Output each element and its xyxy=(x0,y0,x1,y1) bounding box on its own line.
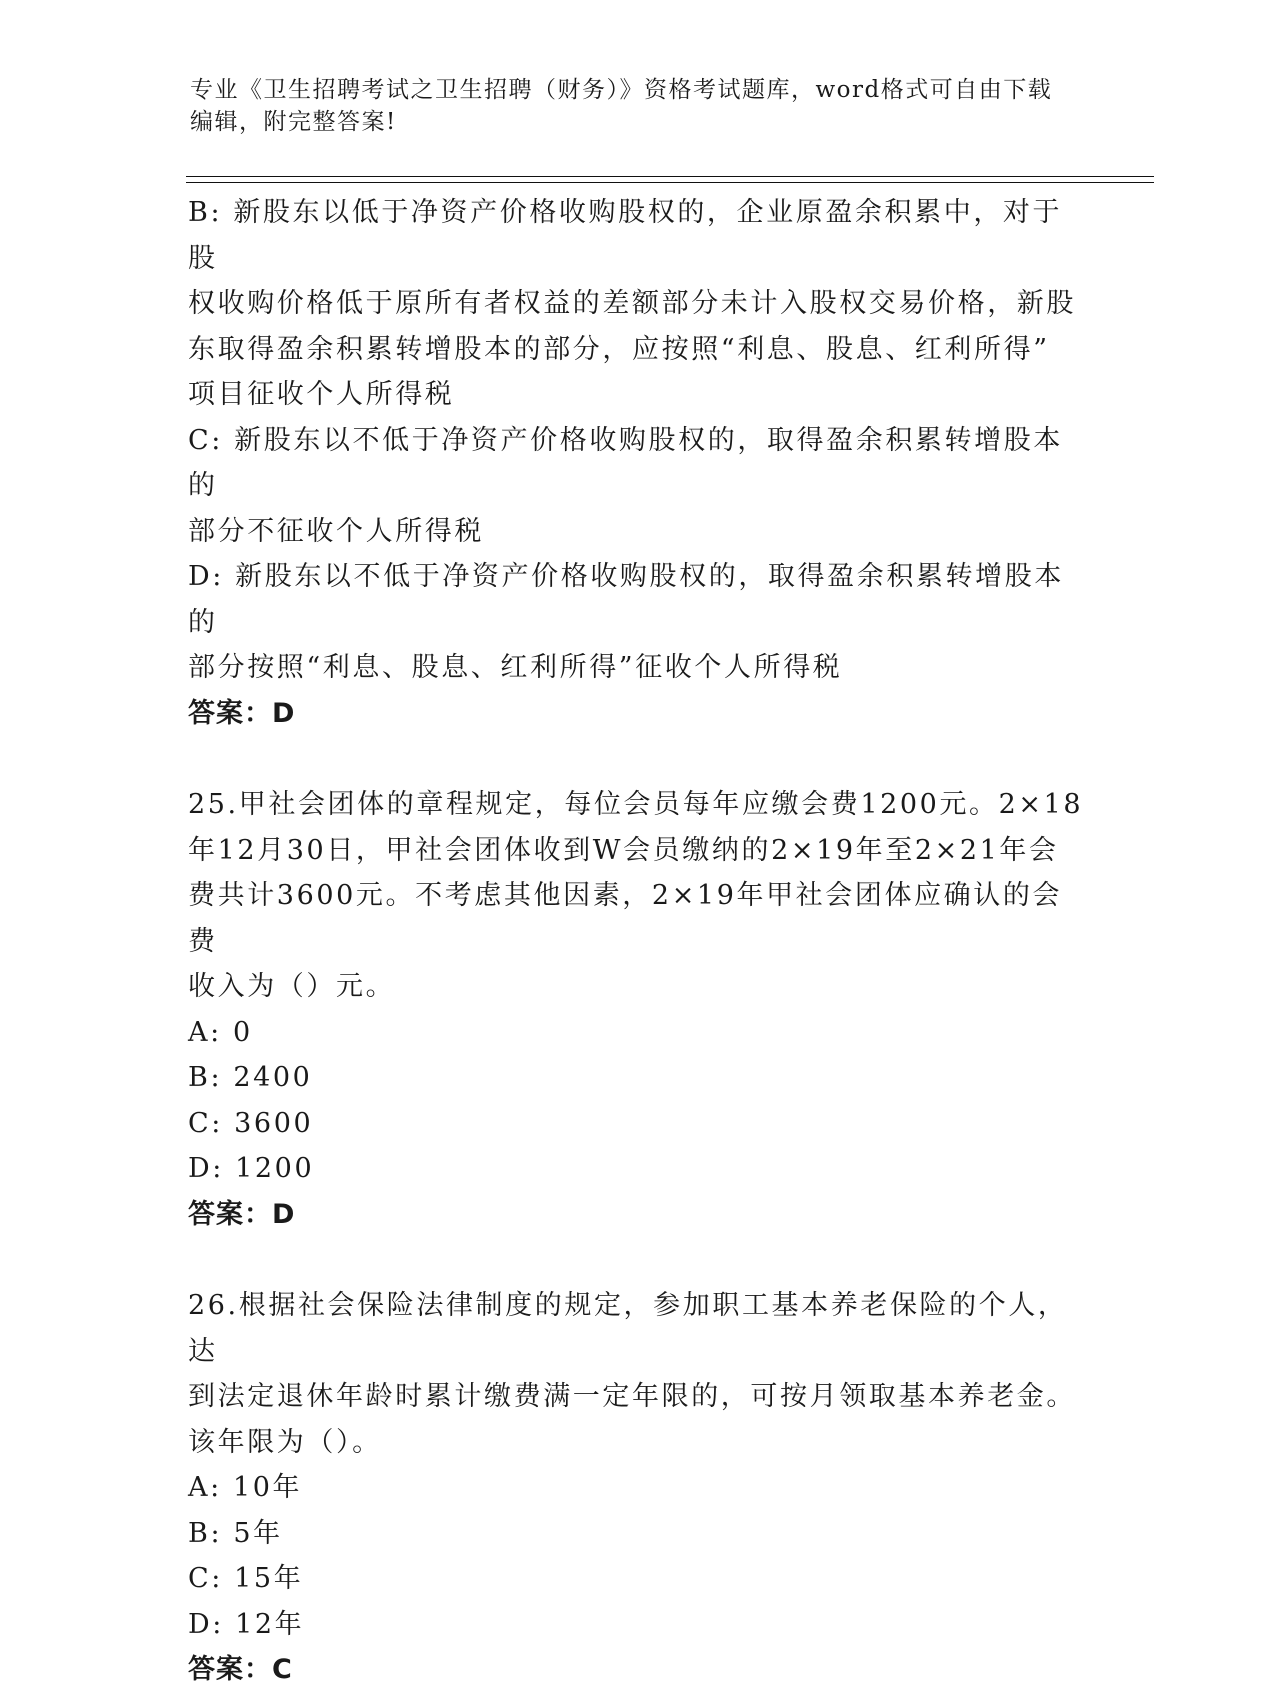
stem-line: 25.甲社会团体的章程规定，每位会员每年应缴会费1200元。2×18 xyxy=(188,789,1084,820)
option-line: 东取得盈余积累转增股本的部分，应按照“利息、股息、红利所得” xyxy=(188,333,1050,365)
question-stem xyxy=(188,1283,1088,1465)
answer-text: 答案：D xyxy=(188,697,296,729)
answer-text: 答案：D xyxy=(188,1198,296,1230)
option-b: B: 2400 xyxy=(188,1062,313,1093)
option-d: D: 12年 xyxy=(188,1608,305,1640)
answer-text: 答案：C xyxy=(188,1654,293,1685)
option-a: A: 10年 xyxy=(188,1472,303,1503)
option-c: C: 15年 xyxy=(188,1563,304,1594)
question-25 xyxy=(188,782,1088,1237)
stem-line: 该年限为（）。 xyxy=(188,1426,382,1458)
document-header xyxy=(190,74,1090,138)
option-b: B: 5年 xyxy=(188,1517,283,1549)
option-d xyxy=(188,554,1088,691)
spacer xyxy=(188,736,1088,782)
option-line: 项目征收个人所得税 xyxy=(188,379,455,410)
header-divider-bottom xyxy=(186,182,1154,183)
option-line: B: 新股东以低于净资产价格收购股权的，企业原盈余积累中，对于股 xyxy=(188,197,1063,274)
option-c: C: 3600 xyxy=(188,1107,314,1139)
question-stem xyxy=(188,782,1088,1010)
option-c xyxy=(188,418,1088,555)
option-d: D: 1200 xyxy=(188,1153,315,1184)
stem-line: 到法定退休年龄时累计缴费满一定年限的，可按月领取基本养老金。 xyxy=(188,1381,1076,1412)
option-line: D: 新股东以不低于净资产价格收购股权的，取得盈余积累转增股本的 xyxy=(188,561,1064,638)
header-title-line-2: 编辑，附完整答案! xyxy=(190,109,397,135)
stem-line: 26.根据社会保险法律制度的规定，参加职工基本养老保险的个人，达 xyxy=(188,1290,1068,1367)
question-content xyxy=(188,190,1088,1693)
header-divider-top xyxy=(186,176,1154,177)
question-26 xyxy=(188,1283,1088,1693)
stem-line: 费共计3600元。不考虑其他因素，2×19年甲社会团体应确认的会费 xyxy=(188,880,1063,957)
stem-line: 收入为（）元。 xyxy=(188,971,396,1002)
option-b xyxy=(188,190,1088,418)
stem-line: 年12月30日，甲社会团体收到W会员缴纳的2×19年至2×21年会 xyxy=(188,834,1059,866)
question-24-tail xyxy=(188,190,1088,736)
header-title-line-1: 专业《卫生招聘考试之卫生招聘（财务）》资格考试题库，word格式可自由下载 xyxy=(190,77,1053,103)
option-line: 权收购价格低于原所有者权益的差额部分未计入股权交易价格，新股 xyxy=(188,288,1076,319)
option-a: A: 0 xyxy=(188,1016,253,1048)
option-line: 部分不征收个人所得税 xyxy=(188,515,484,547)
option-line: 部分按照“利息、股息、红利所得”征收个人所得税 xyxy=(188,652,843,683)
spacer xyxy=(188,1237,1088,1283)
option-line: C: 新股东以不低于净资产价格收购股权的，取得盈余积累转增股本的 xyxy=(188,424,1063,501)
